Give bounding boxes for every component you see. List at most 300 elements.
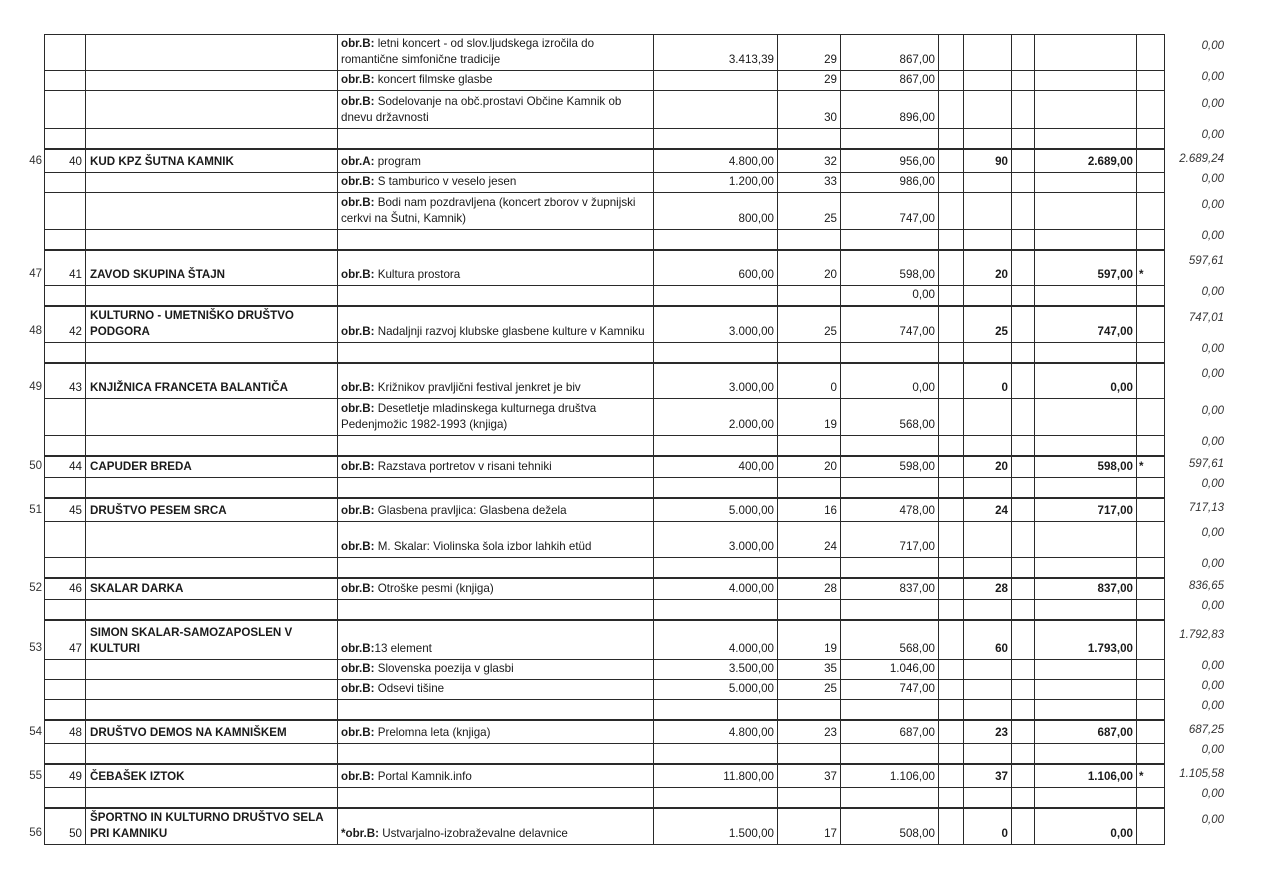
spacer-cell [1012,436,1035,456]
table-row [45,788,1165,808]
total-points-cell: 20 [964,456,1012,478]
project-title: Križnikov pravljični festival jenkret je biv [374,381,581,394]
spacer-cell [939,680,964,700]
points-cell [778,230,841,250]
points-cell [778,600,841,620]
requested-amount-cell [654,700,778,720]
requested-amount-cell: 1.200,00 [654,173,778,193]
table-row [45,306,1165,343]
requested-amount-cell [654,558,778,578]
program-type-label: obr.B: [341,726,375,739]
project-description-cell [338,35,654,71]
spacer-cell [1012,399,1035,436]
total-amount-cell [1035,600,1137,620]
points-cell: 24 [778,522,841,558]
program-type-label: obr.B: [341,662,375,675]
computed-amount: 0,00 [1201,71,1224,83]
program-type-label: obr.B: [341,325,375,338]
amount-cell: 986,00 [841,173,939,193]
amount-cell [841,478,939,498]
computed-amount: 0,00 [1201,478,1224,490]
entry-number-cell: 41 [45,250,86,286]
points-cell: 17 [778,808,841,845]
amount-cell [841,129,939,149]
project-title: Glasbena pravljica: Glasbena dežela [374,504,567,517]
points-cell: 30 [778,91,841,129]
requested-amount-cell: 400,00 [654,456,778,478]
requested-amount-cell: 600,00 [654,250,778,286]
entry-number-cell: 48 [45,720,86,744]
row-number: 48 [29,325,42,337]
points-cell: 37 [778,764,841,788]
points-cell: 29 [778,71,841,91]
points-cell [778,558,841,578]
points-cell [778,436,841,456]
table-row [45,558,1165,578]
organization-cell: DRUŠTVO PESEM SRCA [86,498,338,522]
total-points-cell [964,660,1012,680]
computed-amount: 597,61 [1188,458,1224,470]
total-amount-cell [1035,129,1137,149]
table-row [45,436,1165,456]
note-mark-cell: * [1137,250,1165,286]
entry-number-cell: 42 [45,306,86,343]
spacer-cell [939,250,964,286]
spacer-cell [939,129,964,149]
requested-amount-cell: 5.000,00 [654,680,778,700]
spacer-cell [939,286,964,306]
row-number: 55 [29,770,42,782]
project-title: S tamburico v veselo jesen [374,175,517,188]
requested-amount-cell: 3.413,39 [654,35,778,71]
total-amount-cell [1035,700,1137,720]
project-description-cell [338,343,654,363]
points-cell: 20 [778,456,841,478]
project-description-cell [338,578,654,600]
entry-number-cell [45,193,86,230]
project-title: Sodelovanje na obč.prostavi Občine Kamnik ob dnevu državnosti [341,95,622,124]
total-points-cell: 0 [964,808,1012,845]
requested-amount-cell [654,788,778,808]
spacer-cell [939,620,964,660]
computed-amount: 0,00 [1201,368,1224,380]
spacer-cell [939,35,964,71]
program-type-label: obr.B: [341,504,375,517]
requested-amount-cell: 4.800,00 [654,149,778,173]
project-description-cell [338,498,654,522]
total-amount-cell [1035,680,1137,700]
amount-cell: 837,00 [841,578,939,600]
computed-amount: 0,00 [1201,788,1224,800]
entry-number-cell [45,700,86,720]
computed-amount: 0,00 [1201,660,1224,672]
total-amount-cell: 747,00 [1035,306,1137,343]
table-row [45,91,1165,129]
total-points-cell [964,478,1012,498]
entry-number-cell [45,478,86,498]
total-points-cell [964,680,1012,700]
table-row [45,149,1165,173]
computed-amount: 0,00 [1201,343,1224,355]
points-cell: 19 [778,399,841,436]
note-mark-cell: * [1137,456,1165,478]
spacer-cell [1012,343,1035,363]
program-type-label: obr.A: [341,155,375,168]
total-points-cell [964,129,1012,149]
requested-amount-cell [654,129,778,149]
total-points-cell [964,700,1012,720]
spacer-cell [1012,250,1035,286]
computed-amount: 0,00 [1201,680,1224,692]
amount-cell: 867,00 [841,71,939,91]
entry-number-cell [45,558,86,578]
organization-cell [86,399,338,436]
row-number: 47 [29,268,42,280]
table-row [45,129,1165,149]
total-points-cell: 25 [964,306,1012,343]
requested-amount-cell [654,91,778,129]
project-title: 13 element [374,642,432,655]
amount-cell: 747,00 [841,680,939,700]
amount-cell [841,558,939,578]
organization-cell: ŠPORTNO IN KULTURNO DRUŠTVO SELA PRI KAMNIKU [86,808,338,845]
row-number: 56 [29,827,42,839]
table-row [45,35,1165,71]
project-description-cell [338,193,654,230]
amount-cell: 1.046,00 [841,660,939,680]
table-row [45,250,1165,286]
total-points-cell [964,71,1012,91]
table-row [45,680,1165,700]
total-amount-cell [1035,230,1137,250]
project-description-cell [338,808,654,845]
entry-number-cell [45,522,86,558]
requested-amount-cell: 2.000,00 [654,399,778,436]
table-row [45,720,1165,744]
spacer-cell [939,498,964,522]
amount-cell [841,230,939,250]
entry-number-cell [45,680,86,700]
requested-amount-cell [654,230,778,250]
spacer-cell [1012,71,1035,91]
row-number: 51 [29,504,42,516]
organization-cell: KNJIŽNICA FRANCETA BALANTIČA [86,363,338,399]
table-row [45,286,1165,306]
requested-amount-cell: 3.000,00 [654,306,778,343]
spacer-cell [939,230,964,250]
project-description-cell [338,720,654,744]
computed-amount: 0,00 [1201,286,1224,298]
total-points-cell [964,343,1012,363]
entry-number-cell: 46 [45,578,86,600]
requested-amount-cell [654,286,778,306]
amount-cell: 568,00 [841,399,939,436]
entry-number-cell [45,230,86,250]
total-amount-cell [1035,35,1137,71]
spacer-cell [939,343,964,363]
points-cell: 25 [778,306,841,343]
computed-amount: 717,13 [1188,502,1224,514]
row-number: 54 [29,726,42,738]
table-row [45,764,1165,788]
spacer-cell [939,660,964,680]
computed-amount: 836,65 [1188,580,1224,592]
organization-cell [86,91,338,129]
organization-cell [86,558,338,578]
amount-cell: 747,00 [841,306,939,343]
amount-cell [841,700,939,720]
spacer-cell [939,193,964,230]
points-cell: 25 [778,680,841,700]
amount-cell [841,436,939,456]
amount-cell [841,343,939,363]
project-description-cell [338,173,654,193]
total-points-cell: 0 [964,363,1012,399]
spacer-cell [1012,744,1035,764]
total-points-cell [964,558,1012,578]
table-row [45,399,1165,436]
spacer-cell [939,744,964,764]
row-number: 52 [29,582,42,594]
project-title: Slovenska poezija v glasbi [374,662,514,675]
entry-number-cell [45,436,86,456]
total-points-cell [964,193,1012,230]
total-amount-cell [1035,343,1137,363]
entry-number-cell [45,343,86,363]
spacer-cell [939,578,964,600]
spacer-cell [1012,680,1035,700]
spacer-cell [1012,456,1035,478]
spacer-cell [939,478,964,498]
table-row [45,343,1165,363]
table-row [45,173,1165,193]
program-type-label: obr.B: [341,73,375,86]
spacer-cell [1012,306,1035,343]
spacer-cell [1012,478,1035,498]
grant-allocation-table [44,34,1165,845]
project-title: Otroške pesmi (knjiga) [374,582,494,595]
requested-amount-cell: 5.000,00 [654,498,778,522]
organization-cell [86,478,338,498]
requested-amount-cell: 4.000,00 [654,620,778,660]
total-amount-cell: 2.689,00 [1035,149,1137,173]
points-cell [778,129,841,149]
requested-amount-cell [654,343,778,363]
computed-amount: 0,00 [1201,700,1224,712]
entry-number-cell [45,600,86,620]
total-points-cell [964,35,1012,71]
entry-number-cell [45,399,86,436]
amount-cell [841,744,939,764]
entry-number-cell: 49 [45,764,86,788]
program-type-label: obr.B: [341,402,375,415]
total-amount-cell [1035,788,1137,808]
amount-cell: 0,00 [841,286,939,306]
points-cell: 19 [778,620,841,660]
spacer-cell [939,720,964,744]
total-points-cell [964,399,1012,436]
table-row [45,600,1165,620]
computed-amount: 687,25 [1188,724,1224,736]
spacer-cell [1012,498,1035,522]
total-amount-cell [1035,660,1137,680]
computed-amount: 2.689,24 [1179,153,1224,165]
entry-number-cell [45,35,86,71]
total-amount-cell: 598,00 [1035,456,1137,478]
program-type-label: obr.B: [341,175,375,188]
amount-cell: 0,00 [841,363,939,399]
computed-amount: 0,00 [1201,405,1224,417]
amount-cell: 896,00 [841,91,939,129]
amount-cell: 956,00 [841,149,939,173]
total-points-cell [964,230,1012,250]
note-mark-cell: * [1137,764,1165,788]
spacer-cell [939,456,964,478]
total-points-cell [964,436,1012,456]
organization-cell [86,230,338,250]
organization-cell: KUD KPZ ŠUTNA KAMNIK [86,149,338,173]
entry-number-cell [45,91,86,129]
spacer-cell [1012,149,1035,173]
table-row [45,363,1165,399]
project-title: Nadaljnji razvoj klubske glasbene kulture v Kamniku [374,325,645,338]
entry-number-cell [45,660,86,680]
total-amount-cell: 717,00 [1035,498,1137,522]
total-points-cell: 20 [964,250,1012,286]
total-amount-cell [1035,173,1137,193]
table-row [45,522,1165,558]
spacer-cell [1012,129,1035,149]
program-type-label: obr.B: [341,642,375,655]
total-amount-cell [1035,558,1137,578]
points-cell: 25 [778,193,841,230]
entry-number-cell [45,129,86,149]
requested-amount-cell [654,436,778,456]
total-amount-cell: 1.793,00 [1035,620,1137,660]
total-points-cell: 90 [964,149,1012,173]
computed-amount: 597,61 [1188,255,1224,267]
points-cell [778,478,841,498]
spacer-cell [939,788,964,808]
project-title: koncert filmske glasbe [374,73,493,86]
project-description-cell [338,680,654,700]
total-amount-cell [1035,399,1137,436]
total-amount-cell [1035,436,1137,456]
amount-cell [841,788,939,808]
total-amount-cell [1035,286,1137,306]
computed-amount: 0,00 [1201,199,1224,211]
project-description-cell [338,149,654,173]
requested-amount-cell: 11.800,00 [654,764,778,788]
requested-amount-cell: 800,00 [654,193,778,230]
requested-amount-cell: 4.800,00 [654,720,778,744]
amount-cell: 478,00 [841,498,939,522]
organization-cell [86,660,338,680]
organization-cell [86,129,338,149]
entry-number-cell: 47 [45,620,86,660]
total-amount-cell [1035,193,1137,230]
project-title: Prelomna leta (knjiga) [374,726,491,739]
project-title: Portal Kamnik.info [374,770,472,783]
entry-number-cell: 44 [45,456,86,478]
spacer-cell [939,91,964,129]
row-number: 46 [29,155,42,167]
requested-amount-cell: 3.000,00 [654,363,778,399]
entry-number-cell [45,788,86,808]
organization-cell: DRUŠTVO DEMOS NA KAMNIŠKEM [86,720,338,744]
spacer-cell [1012,522,1035,558]
project-title: M. Skalar: Violinska šola izbor lahkih etüd [374,540,592,553]
spacer-cell [1012,808,1035,845]
total-points-cell [964,91,1012,129]
total-points-cell [964,744,1012,764]
points-cell: 16 [778,498,841,522]
total-points-cell: 24 [964,498,1012,522]
amount-cell: 747,00 [841,193,939,230]
amount-cell: 508,00 [841,808,939,845]
row-number: 50 [29,460,42,472]
requested-amount-cell: 1.500,00 [654,808,778,845]
spacer-cell [939,600,964,620]
spacer-cell [939,764,964,788]
organization-cell [86,286,338,306]
organization-cell [86,744,338,764]
requested-amount-cell: 3.000,00 [654,522,778,558]
organization-cell [86,193,338,230]
organization-cell: ČEBAŠEK IZTOK [86,764,338,788]
organization-cell [86,35,338,71]
project-description-cell [338,456,654,478]
program-type-label: obr.B: [341,381,375,394]
program-type-label: obr.B: [341,770,375,783]
total-points-cell: 37 [964,764,1012,788]
project-description-cell [338,600,654,620]
table-row [45,808,1165,845]
table-row [45,478,1165,498]
points-cell: 28 [778,578,841,600]
organization-cell [86,71,338,91]
computed-amount: 0,00 [1201,527,1224,539]
table-row [45,456,1165,478]
spacer-cell [939,306,964,343]
spacer-cell [1012,620,1035,660]
project-description-cell [338,700,654,720]
points-cell [778,788,841,808]
project-description-cell [338,91,654,129]
project-description-cell [338,744,654,764]
total-amount-cell: 597,00 [1035,250,1137,286]
entry-number-cell: 45 [45,498,86,522]
spacer-cell [1012,35,1035,71]
program-type-label: obr.B: [341,37,375,50]
organization-cell [86,600,338,620]
points-cell: 29 [778,35,841,71]
table-row [45,620,1165,660]
spacer-cell [1012,788,1035,808]
points-cell: 23 [778,720,841,744]
computed-amount: 1.792,83 [1179,629,1224,641]
spacer-cell [939,436,964,456]
entry-number-cell: 50 [45,808,86,845]
points-cell [778,700,841,720]
total-points-cell [964,600,1012,620]
total-amount-cell: 0,00 [1035,808,1137,845]
amount-cell [841,600,939,620]
computed-amount: 0,00 [1201,173,1224,185]
points-cell: 32 [778,149,841,173]
row-number: 53 [29,642,42,654]
project-title: letni koncert - od slov.ljudskega izročila do romantične simfonične tradicije [341,37,595,66]
